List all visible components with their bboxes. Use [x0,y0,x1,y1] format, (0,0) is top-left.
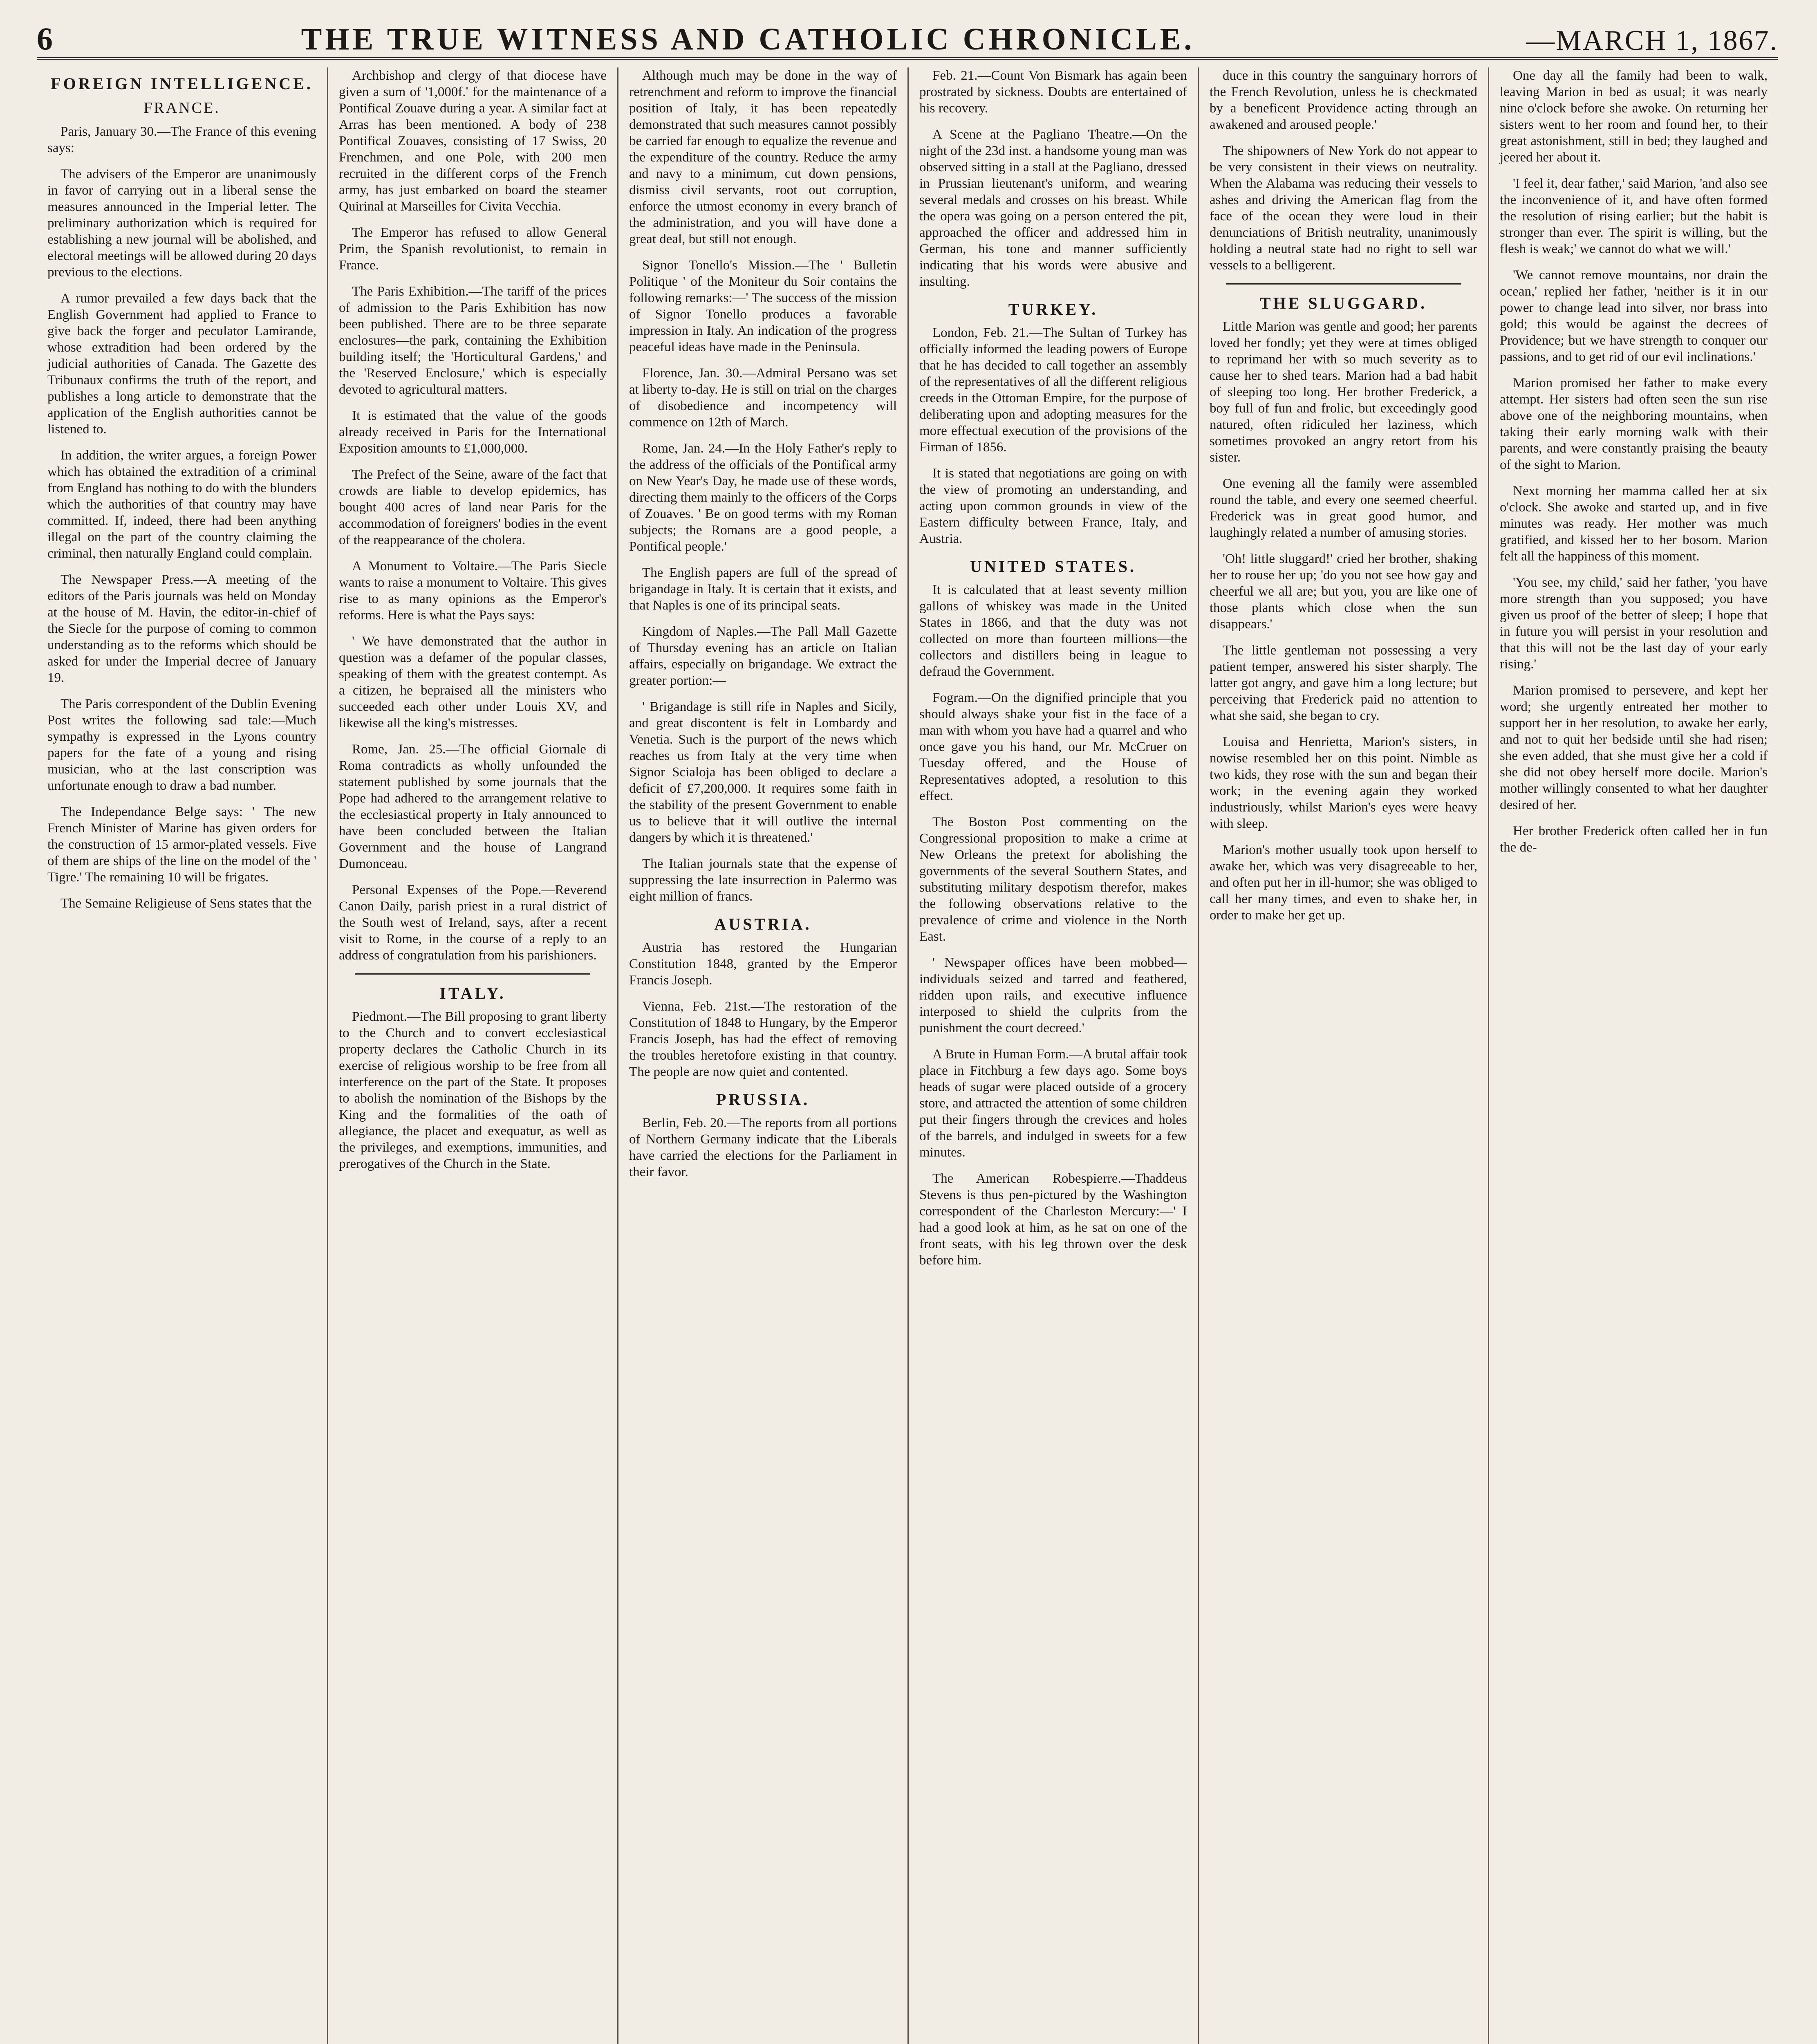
article-paragraph: The Semaine Religieuse of Sens states that the [60,896,312,911]
column-3 [617,67,907,2044]
article-paragraph: The Independance Belge says: ' The new French Minister of Marine has given orders for the construction of 15 armor-plated vessels. Five of them are ships of the line on the model of the ' Tigre.' The remaining 10 will be frigates. [47,805,316,885]
article-paragraph: It is calculated that at least seventy million gallons of whiskey was made in the United States in 1866, and that the duty was not collected on more than fourteen millions—the collectors and distillers being in league to defraud the Government. [919,583,1187,679]
article-paragraph: The Italian journals state that the expense of suppressing the late insurrection in Palermo was eight million of francs. [629,856,897,904]
article-paragraph: Personal Expenses of the Pope.—Reverend Canon Daily, parish priest in a rural district of the South west of Ireland, says, after a recent visit to Rome, in the course of a reply to an address of congratulation from his parishioners. [339,883,607,963]
page-number: 6 [37,21,53,56]
article-paragraph: In addition, the writer argues, a foreign Power which has obtained the extradition of a criminal from England has nothing to do with the blunders which the authorities of that country may have committed. If, indeed, there had been anything illegal on the part of the country claiming the criminal, then naturally England could complain. [47,448,316,561]
article-paragraph: ' Brigandage is still rife in Naples and Sicily, and great discontent is felt in Lombardy and Venetia. Such is the purport of the news which reaches us from Italy at the very time when Signor Scialoja has been obliged to declare a deficit of £7,200,000. It requires some faith in the stability of the present Government to enable us to believe that it will outlive the internal dangers by which it is threatened.' [629,699,897,845]
article-paragraph: Louisa and Henrietta, Marion's sisters, in nowise resembled her on this point. Nimble as two kids, they rose with the sun and began their work; in the evening again they worked industriously, whilst Marion's eyes were heavy with sleep. [1210,735,1477,831]
article-paragraph: The Boston Post commenting on the Congressional proposition to make a crime at New Orleans the pretext for abolishing the governments of the several Southern States, and substituting military despotism therefor, makes the following observations relative to the prevalence of crime and violence in the North East. [919,815,1187,944]
article-paragraph: The little gentleman not possessing a very patient temper, answered his sister sharply. The latter got angry, and gave him a long lecture; but perceiving that Frederick paid no attention to what she said, she began to cry. [1210,643,1477,723]
article-paragraph: duce in this country the sanguinary horrors of the French Revolution, unless he is checkmated by a beneficent Providence acting through an awakened and aroused people.' [1210,68,1477,132]
section-heading-united-states: UNITED STATES. [970,557,1137,576]
article-columns [37,67,1778,2044]
column-1 [37,67,327,2044]
article-paragraph: 'Oh! little sluggard!' cried her brother, shaking her to rouse her up; 'do you not see how gay and cheerful we all are; but you, you are like one of those plants which close when the sun disappears.' [1210,551,1477,632]
article-paragraph: Florence, Jan. 30.—Admiral Persano was set at liberty to-day. He is still on trial on the charges of disobedience and incompetency will commence on 12th of March. [629,366,897,430]
article-paragraph: Archbishop and clergy of that diocese have given a sum of '1,000f.' for the maintenance of a Pontifical Zouave during a year. A similar fact at Arras has been mentioned. A body of 238 Pontifical Zouaves, consisting of 17 Swiss, 20 Frenchmen, and one Pole, with 200 men recruited in the different corps of the French army, has just embarked on board the steamer Quirinal at Marseilles for Civita Vecchia. [339,68,607,214]
article-paragraph: It is estimated that the value of the goods already received in Paris for the International Exposition amounts to £1,000,000. [339,408,607,456]
article-paragraph: Fogram.—On the dignified principle that you should always shake your fist in the face of a man with whom you have had a quarrel and who once gave you his hand, our Mr. McCruer on Tuesday offered, and the House of Representatives adopted, a resolution to this effect. [919,690,1187,803]
article-paragraph: 'We cannot remove mountains, nor drain the ocean,' replied her father, 'neither is it in our power to change lead into silver, nor brass into gold; this would be against the decrees of Providence; but we have strength to conquer our passions, and to get rid of our evil inclinations.' [1500,268,1768,364]
article-paragraph: Berlin, Feb. 20.—The reports from all portions of Northern Germany indicate that the Liberals have carried the elections for the Parliament in their favor. [629,1116,897,1179]
article-paragraph: Signor Tonello's Mission.—The ' Bulletin Politique ' of the Moniteur du Soir contains the following remarks:—' The success of the mission of Signor Tonello produces a favorable impression in Italy. An indication of the progress peaceful ideas have made in the Peninsula. [629,258,897,354]
divider [355,973,590,975]
newspaper-title: THE TRUE WITNESS AND CATHOLIC CHRONICLE. [301,22,1195,56]
issue-date: —MARCH 1, 1867. [1526,25,1778,56]
section-heading-austria: AUSTRIA. [714,915,812,933]
article-paragraph: Marion's mother usually took upon herself to awake her, which was very disagreeable to her, and often put her in ill-humor; she was obliged to call her many times, and even to shake her, in order to make her get up. [1210,843,1477,923]
article-paragraph: Vienna, Feb. 21st.—The restoration of the Constitution of 1848 to Hungary, by the Emperor Francis Joseph, has had the effect of removing the troubles heretofore existing in that country. The people are now quiet and contented. [629,999,897,1079]
article-paragraph: The Prefect of the Seine, aware of the fact that crowds are liable to develop epidemics, has bought 400 acres of land near Paris for the accommodation of foreigners' bodies in the event of the reappearance of the cholera. [339,467,607,547]
article-paragraph: ' We have demonstrated that the author in question was a defamer of the popular classes, speaking of them with the greatest contempt. As a citizen, he bepraised all the ministers who succeeded each other under Louis XV, and likewise all the king's mistresses. [339,634,607,731]
section-heading-sluggard: THE SLUGGARD. [1259,294,1427,312]
article-paragraph: A Monument to Voltaire.—The Paris Siecle wants to raise a monument to Voltaire. This gives rise to as many opinions as the Emperor's reforms. Here is what the Pays says: [339,559,607,623]
article-paragraph: London, Feb. 21.—The Sultan of Turkey has officially informed the leading powers of Europe that he has decided to call together an assembly of the representatives of all the different religious creeds in the Ottoman Empire, for the purpose of deliberating upon and adopting measures for the more effectual execution of the provisions of the Firman of 1856. [919,325,1187,455]
article-paragraph: A rumor prevailed a few days back that the English Government had applied to France to give back the forger and peculator Lamirande, whose extradition had been ordered by the judicial authorities of Canada. The Gazette des Tribunaux confirms the truth of the report, and publishes a long article to demonstrate that the application of the English authorities cannot be listened to. [47,291,316,437]
article-paragraph: ' Newspaper offices have been mobbed—individuals seized and tarred and feathered, ridden upon rails, and executive influence interposed to shield the culprits from the punishment the court decreed.' [919,955,1187,1035]
article-paragraph: The Paris Exhibition.—The tariff of the prices of admission to the Paris Exhibition has now been published. There are to be three separate enclosures—the park, containing the Exhibition building itself; the 'Horticultural Gardens,' and the 'Reserved Enclosure,' which is especially devoted to agricultural matters. [339,284,607,397]
article-paragraph: The Newspaper Press.—A meeting of the editors of the Paris journals was held on Monday at the house of M. Havin, the editor-in-chief of the Siecle for the purpose of coming to common understanding as to the reforms which should be asked for under the Imperial decree of January 19. [47,572,316,685]
article-paragraph: A Brute in Human Form.—A brutal affair took place in Fitchburg a few days ago. Some boys heads of sugar were placed outside of a grocery store, and attracted the attention of some children put their fingers through the crevices and holes of the barrels, and indulged in sweets for a few minutes. [919,1047,1187,1160]
article-paragraph: Rome, Jan. 24.—In the Holy Father's reply to the address of the officials of the Pontifical army on New Year's Day, he made use of these words, directing them mainly to the officers of the Corps of Zouaves. ' Be on good terms with my Roman subjects; the Romans are a good people, a Pontifical people.' [629,441,897,554]
article-paragraph: Next morning her mamma called her at six o'clock. She awoke and started up, and in five minutes was ready. Her mother was much gratified, and kissed her to her bosom. Marion felt all the happiness of this moment. [1500,484,1768,564]
article-paragraph: 'You see, my child,' said her father, 'you have more strength than you supposed; you have given us proof of the better of sleep; I hope that in future you will persist in your resolution and that this will not be the last day of your early rising.' [1500,575,1768,672]
article-paragraph: Paris, January 30.—The France of this evening says: [47,124,316,155]
article-paragraph: It is stated that negotiations are going on with the view of promoting an understanding, and acting upon common grounds in view of the Eastern difficulty between France, Italy, and Austria. [919,466,1187,546]
article-paragraph: One evening all the family were assembled round the table, and every one seemed cheerful. Frederick was in great good humor, and laughingly related a number of amusing stories. [1210,476,1477,540]
article-paragraph: The American Robespierre.—Thaddeus Stevens is thus pen-pictured by the Washington correspondent of the Charleston Mercury:—' I had a good look at him, as he sat on one of the front seats, with his leg thrown over the desk before him. [919,1171,1187,1268]
column-4 [907,67,1198,2044]
section-heading-foreign: FOREIGN INTELLIGENCE. [51,74,313,93]
article-paragraph: Her brother Frederick often called her in fun the de- [1500,824,1768,855]
article-paragraph: The Emperor has refused to allow General Prim, the Spanish revolutionist, to remain in France. [339,225,607,273]
article-paragraph: Kingdom of Naples.—The Pall Mall Gazette of Thursday evening has an article on Italian affairs, especially on brigandage. We extract the greater portion:— [629,624,897,688]
article-paragraph: A Scene at the Pagliano Theatre.—On the night of the 23d inst. a handsome young man was observed sitting in a stall at the Pagliano, dressed in Prussian lieutenant's uniform, and wearing several medals and crosses on his breast. While the opera was going on a person entered the pit, approached the officer and addressed him in German, his tone and manner sufficiently indicating that his words were abusive and insulting. [919,127,1187,289]
article-paragraph: Although much may be done in the way of retrenchment and reform to improve the financial position of Italy, it has been repeatedly demonstrated that such measures cannot possibly be carried far enough to equalize the revenue and the expenditure of the country. Reduce the army and navy to a minimum, cut down pensions, dismiss civil servants, root out corruption, enforce the utmost economy in every branch of the administration, and you will have done a great deal, but still not enough. [629,68,897,247]
article-paragraph: The advisers of the Emperor are unanimously in favor of carrying out in a liberal sense the measures announced in the Imperial letter. The preliminary authorization which is required for establishing a new journal will be abolished, and electoral meetings will be allowed during 20 days previous to the elections. [47,167,316,280]
article-paragraph: Piedmont.—The Bill proposing to grant liberty to the Church and to convert ecclesiastical property declares the Catholic Church in its exercise of religious worship to be free from all interference on the part of the State. It proposes to abolish the nomination of the Bishops by the King and the formalities of the oath of allegiance, the placet and exequatur, as well as the privileges, and exemptions, immunities, and prerogatives of the Church in the State. [339,1009,607,1171]
section-heading-france: FRANCE. [143,99,220,117]
column-6 [1488,67,1778,2044]
article-paragraph: Austria has restored the Hungarian Constitution 1848, granted by the Emperor Francis Joseph. [629,940,897,988]
article-paragraph: Little Marion was gentle and good; her parents loved her fondly; yet they were at times obliged to reprimand her with so much severity as to cause her to shed tears. Marion had a bad habit of sleeping too long. Her brother Frederick, a boy full of fun and frolic, but exceedingly good natured, often ridiculed her laziness, which sometimes provoked an angry retort from his sister. [1210,319,1477,465]
article-paragraph: Feb. 21.—Count Von Bismark has again been prostrated by sickness. Doubts are entertained of his recovery. [919,68,1187,116]
article-paragraph: One day all the family had been to walk, leaving Marion in bed as usual; it was nearly nine o'clock before she awoke. On returning her sisters went to her room and found her, to their great astonishment, still in bed; they laughed and jeered her about it. [1500,68,1768,165]
article-paragraph: Rome, Jan. 25.—The official Giornale di Roma contradicts as wholly unfounded the statement published by some journals that the Pope had adhered to the arrangement relative to the ecclesiastical property in Italy announced to have been concluded between the Italian Government and the house of Langrand Dumonceau. [339,742,607,871]
article-paragraph: Marion promised to persevere, and kept her word; she urgently entreated her mother to support her in her resolution, to awake her early, and not to quit her bedside until she had risen; she even added, that she must give her a cold if she did not obey herself more docile. Marion's mother willingly consented to what her daughter desired of her. [1500,683,1768,812]
article-paragraph: The Paris correspondent of the Dublin Evening Post writes the following sad tale:—Much sympathy is expressed in the Lyons country papers for the fate of a young and rising musician, who at the last conscription was unfortunate enough to draw a bad number. [47,697,316,793]
section-heading-prussia: PRUSSIA. [716,1090,810,1109]
divider [1226,283,1461,285]
article-paragraph: The shipowners of New York do not appear to be very consistent in their views on neutrality. When the Alabama was reducing their vessels to ashes and driving the American flag from the face of the ocean they were loud in their denunciations of British neutrality, unanimously holding a neutral state had no right to sell war vessels to a belligerent. [1210,143,1477,273]
masthead [37,12,1778,60]
section-heading-turkey: TURKEY. [1008,300,1098,318]
column-5 [1198,67,1488,2044]
column-2 [327,67,617,2044]
article-paragraph: The English papers are full of the spread of brigandage in Italy. It is certain that it exists, and that Naples is one of its principal seats. [629,565,897,613]
section-heading-italy: ITALY. [439,984,506,1002]
article-paragraph: Marion promised her father to make every attempt. Her sisters had often seen the sun rise above one of the neighboring mountains, when taking their early morning walk with their parents, and were constantly praising the beauty of the sight to Marion. [1500,376,1768,472]
article-paragraph: 'I feel it, dear father,' said Marion, 'and also see the inconvenience of it, and have often formed the resolution of rising earlier; but the habit is stronger than ever. The spirit is willing, but the flesh is weak;' we cannot do what we will.' [1500,176,1768,256]
